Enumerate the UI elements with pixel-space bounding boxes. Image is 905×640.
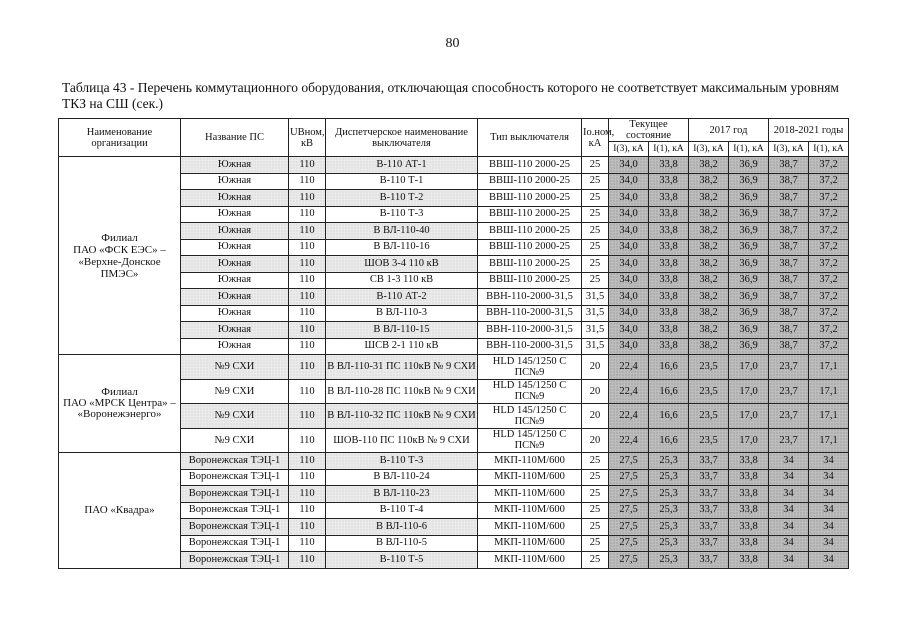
rated-current-cell: 20: [582, 428, 609, 453]
current-i1-cell: 16,6: [649, 428, 689, 453]
y2017-i1-cell: 36,9: [729, 305, 769, 322]
y2017-i3-cell: 23,5: [689, 428, 729, 453]
current-i1-cell: 33,8: [649, 289, 689, 306]
y2018-i3-cell: 38,7: [769, 289, 809, 306]
y2018-i1-cell: 37,2: [809, 190, 849, 207]
y2017-i3-cell: 38,2: [689, 173, 729, 190]
breaker-type-cell: МКП-110М/600: [478, 552, 582, 569]
voltage-cell: 110: [289, 453, 326, 470]
voltage-cell: 110: [289, 486, 326, 503]
y2018-i3-cell: 34: [769, 486, 809, 503]
voltage-cell: 110: [289, 223, 326, 240]
dispatch-name-cell: В-110 АТ-2: [326, 289, 478, 306]
y2017-i3-cell: 38,2: [689, 338, 729, 355]
header-i1: I(1), кА: [649, 142, 689, 157]
voltage-cell: 110: [289, 256, 326, 273]
ps-name-cell: Южная: [181, 338, 289, 355]
y2017-i3-cell: 33,7: [689, 453, 729, 470]
y2017-i3-cell: 23,5: [689, 404, 729, 429]
y2017-i1-cell: 36,9: [729, 272, 769, 289]
breaker-type-cell: МКП-110М/600: [478, 469, 582, 486]
voltage-cell: 110: [289, 272, 326, 289]
rated-current-cell: 25: [582, 469, 609, 486]
y2018-i3-cell: 34: [769, 453, 809, 470]
header-i1: I(1), кА: [729, 142, 769, 157]
y2017-i3-cell: 33,7: [689, 519, 729, 536]
rated-current-cell: 25: [582, 486, 609, 503]
table-body: [59, 157, 849, 569]
voltage-cell: 110: [289, 173, 326, 190]
page-number: 80: [445, 36, 460, 51]
breaker-type-cell: МКП-110М/600: [478, 453, 582, 470]
dispatch-name-cell: В ВЛ-110-32 ПС 110кВ № 9 СХИ: [326, 404, 478, 429]
breaker-type-cell: ВВШ-110 2000-25: [478, 239, 582, 256]
y2018-i3-cell: 23,7: [769, 428, 809, 453]
y2018-i3-cell: 34: [769, 469, 809, 486]
y2017-i1-cell: 36,9: [729, 173, 769, 190]
y2017-i1-cell: 36,9: [729, 338, 769, 355]
breaker-type-cell: ВВШ-110 2000-25: [478, 223, 582, 240]
current-i1-cell: 33,8: [649, 305, 689, 322]
rated-current-cell: 25: [582, 519, 609, 536]
y2017-i1-cell: 36,9: [729, 289, 769, 306]
dispatch-name-cell: В-110 Т-1: [326, 173, 478, 190]
current-i3-cell: 34,0: [609, 157, 649, 174]
ps-name-cell: Южная: [181, 289, 289, 306]
breaker-type-cell: ВВШ-110 2000-25: [478, 173, 582, 190]
y2018-i3-cell: 23,7: [769, 404, 809, 429]
rated-current-cell: 25: [582, 223, 609, 240]
header-i3: I(3), кА: [769, 142, 809, 157]
y2018-i1-cell: 37,2: [809, 223, 849, 240]
breaker-type-cell: ВВШ-110 2000-25: [478, 256, 582, 273]
y2017-i3-cell: 38,2: [689, 206, 729, 223]
breaker-type-cell: МКП-110М/600: [478, 486, 582, 503]
ps-name-cell: Воронежская ТЭЦ-1: [181, 519, 289, 536]
organization-line: ПМЭС»: [100, 267, 139, 280]
ps-name-cell: Южная: [181, 173, 289, 190]
y2017-i1-cell: 36,9: [729, 322, 769, 339]
ps-name-cell: Воронежская ТЭЦ-1: [181, 453, 289, 470]
header-2018-2021: 2018-2021 годы: [769, 119, 849, 142]
y2017-i3-cell: 38,2: [689, 157, 729, 174]
rated-current-cell: 25: [582, 190, 609, 207]
y2018-i3-cell: 38,7: [769, 322, 809, 339]
dispatch-name-cell: В ВЛ-110-5: [326, 535, 478, 552]
current-i1-cell: 25,3: [649, 519, 689, 536]
rated-current-cell: 20: [582, 404, 609, 429]
current-i1-cell: 33,8: [649, 239, 689, 256]
y2018-i1-cell: 17,1: [809, 355, 849, 380]
table-row: [59, 157, 849, 174]
ps-name-cell: Воронежская ТЭЦ-1: [181, 469, 289, 486]
dispatch-name-cell: В-110 Т-3: [326, 453, 478, 470]
header-org: Наименование организации: [59, 119, 181, 157]
breaker-type-cell: HLD 145/1250 С ПС№9: [478, 404, 582, 429]
current-i1-cell: 25,3: [649, 502, 689, 519]
y2018-i1-cell: 37,2: [809, 338, 849, 355]
rated-current-cell: 25: [582, 272, 609, 289]
rated-current-cell: 31,5: [582, 338, 609, 355]
y2017-i1-cell: 36,9: [729, 239, 769, 256]
table-row: [59, 355, 849, 380]
y2018-i3-cell: 38,7: [769, 223, 809, 240]
dispatch-name-cell: В ВЛ-110-6: [326, 519, 478, 536]
y2018-i3-cell: 38,7: [769, 173, 809, 190]
y2017-i3-cell: 38,2: [689, 256, 729, 273]
current-i1-cell: 16,6: [649, 355, 689, 380]
current-i3-cell: 22,4: [609, 379, 649, 404]
y2017-i1-cell: 36,9: [729, 157, 769, 174]
y2017-i3-cell: 38,2: [689, 322, 729, 339]
rated-current-cell: 25: [582, 173, 609, 190]
dispatch-name-cell: В-110 Т-4: [326, 502, 478, 519]
breaker-type-cell: ВВН-110-2000-31,5: [478, 338, 582, 355]
y2017-i1-cell: 33,8: [729, 469, 769, 486]
voltage-cell: 110: [289, 469, 326, 486]
current-i1-cell: 33,8: [649, 190, 689, 207]
voltage-cell: 110: [289, 535, 326, 552]
ps-name-cell: Воронежская ТЭЦ-1: [181, 535, 289, 552]
ps-name-cell: №9 СХИ: [181, 379, 289, 404]
rated-current-cell: 31,5: [582, 289, 609, 306]
rated-current-cell: 31,5: [582, 305, 609, 322]
dispatch-name-cell: ШОВ 3-4 110 кВ: [326, 256, 478, 273]
voltage-cell: 110: [289, 404, 326, 429]
breaker-type-cell: ВВН-110-2000-31,5: [478, 322, 582, 339]
voltage-cell: 110: [289, 355, 326, 380]
ps-name-cell: Южная: [181, 256, 289, 273]
table-row: [59, 453, 849, 470]
voltage-cell: 110: [289, 322, 326, 339]
breaker-type-cell: ВВШ-110 2000-25: [478, 206, 582, 223]
y2017-i1-cell: 33,8: [729, 519, 769, 536]
current-i3-cell: 34,0: [609, 322, 649, 339]
voltage-cell: 110: [289, 239, 326, 256]
rated-current-cell: 31,5: [582, 322, 609, 339]
current-i1-cell: 25,3: [649, 486, 689, 503]
dispatch-name-cell: ШОВ-110 ПС 110кВ № 9 СХИ: [326, 428, 478, 453]
y2017-i1-cell: 36,9: [729, 223, 769, 240]
breaker-type-cell: ВВН-110-2000-31,5: [478, 289, 582, 306]
ps-name-cell: №9 СХИ: [181, 428, 289, 453]
organization-line: ПАО «ФСК ЕЭС» –: [73, 243, 166, 256]
breaker-type-cell: ВВШ-110 2000-25: [478, 190, 582, 207]
current-i3-cell: 27,5: [609, 535, 649, 552]
y2018-i3-cell: 34: [769, 535, 809, 552]
current-i3-cell: 27,5: [609, 469, 649, 486]
y2017-i3-cell: 23,5: [689, 355, 729, 380]
ps-name-cell: Воронежская ТЭЦ-1: [181, 502, 289, 519]
dispatch-name-cell: В ВЛ-110-23: [326, 486, 478, 503]
organization-cell: [59, 355, 181, 453]
rated-current-cell: 20: [582, 379, 609, 404]
y2017-i3-cell: 38,2: [689, 289, 729, 306]
y2018-i1-cell: 37,2: [809, 239, 849, 256]
current-i3-cell: 27,5: [609, 486, 649, 503]
ps-name-cell: Воронежская ТЭЦ-1: [181, 486, 289, 503]
voltage-cell: 110: [289, 379, 326, 404]
current-i1-cell: 33,8: [649, 223, 689, 240]
rated-current-cell: 25: [582, 157, 609, 174]
dispatch-name-cell: В ВЛ-110-3: [326, 305, 478, 322]
breaker-type-cell: HLD 145/1250 С ПС№9: [478, 379, 582, 404]
y2018-i3-cell: 23,7: [769, 379, 809, 404]
y2018-i1-cell: 34: [809, 552, 849, 569]
dispatch-name-cell: В-110 Т-5: [326, 552, 478, 569]
ps-name-cell: №9 СХИ: [181, 404, 289, 429]
header-ps: Название ПС: [181, 119, 289, 157]
header-i3: I(3), кА: [689, 142, 729, 157]
dispatch-name-cell: ШСВ 2-1 110 кВ: [326, 338, 478, 355]
y2018-i1-cell: 34: [809, 453, 849, 470]
organization-line: «Верхне-Донское: [78, 255, 161, 268]
y2017-i3-cell: 33,7: [689, 552, 729, 569]
y2018-i1-cell: 37,2: [809, 206, 849, 223]
current-i3-cell: 34,0: [609, 206, 649, 223]
y2018-i3-cell: 23,7: [769, 355, 809, 380]
table-caption: Таблица 43 - Перечень коммутационного оборудования, отключающая способность которого не соответствует максимальным уровням ТКЗ на СШ (сек.): [62, 80, 839, 111]
breaker-type-cell: HLD 145/1250 С ПС№9: [478, 428, 582, 453]
current-i3-cell: 34,0: [609, 223, 649, 240]
current-i1-cell: 33,8: [649, 173, 689, 190]
rated-current-cell: 20: [582, 355, 609, 380]
current-i3-cell: 22,4: [609, 428, 649, 453]
voltage-cell: 110: [289, 157, 326, 174]
y2017-i1-cell: 33,8: [729, 486, 769, 503]
y2018-i3-cell: 38,7: [769, 338, 809, 355]
y2017-i3-cell: 33,7: [689, 486, 729, 503]
rated-current-cell: 25: [582, 502, 609, 519]
current-i1-cell: 16,6: [649, 379, 689, 404]
voltage-cell: 110: [289, 519, 326, 536]
current-i1-cell: 33,8: [649, 322, 689, 339]
y2017-i3-cell: 38,2: [689, 223, 729, 240]
current-i1-cell: 33,8: [649, 157, 689, 174]
breaker-type-cell: МКП-110М/600: [478, 535, 582, 552]
organization-cell: [59, 453, 181, 569]
breaker-type-cell: ВВН-110-2000-31,5: [478, 305, 582, 322]
organization-cell: [59, 157, 181, 355]
y2018-i1-cell: 37,2: [809, 289, 849, 306]
y2017-i3-cell: 33,7: [689, 502, 729, 519]
y2018-i3-cell: 34: [769, 552, 809, 569]
equipment-table: [58, 118, 849, 569]
rated-current-cell: 25: [582, 206, 609, 223]
y2018-i3-cell: 38,7: [769, 157, 809, 174]
current-i1-cell: 33,8: [649, 338, 689, 355]
header-2017: 2017 год: [689, 119, 769, 142]
ps-name-cell: №9 СХИ: [181, 355, 289, 380]
current-i3-cell: 34,0: [609, 173, 649, 190]
dispatch-name-cell: В ВЛ-110-16: [326, 239, 478, 256]
dispatch-name-cell: В-110 Т-3: [326, 206, 478, 223]
voltage-cell: 110: [289, 206, 326, 223]
voltage-cell: 110: [289, 190, 326, 207]
current-i3-cell: 22,4: [609, 404, 649, 429]
dispatch-name-cell: В ВЛ-110-24: [326, 469, 478, 486]
y2018-i1-cell: 37,2: [809, 173, 849, 190]
current-i3-cell: 27,5: [609, 502, 649, 519]
current-i3-cell: 34,0: [609, 338, 649, 355]
current-i1-cell: 25,3: [649, 535, 689, 552]
y2018-i1-cell: 34: [809, 469, 849, 486]
y2018-i1-cell: 37,2: [809, 157, 849, 174]
dispatch-name-cell: В ВЛ-110-28 ПС 110кВ № 9 СХИ: [326, 379, 478, 404]
current-i3-cell: 22,4: [609, 355, 649, 380]
dispatch-name-cell: В ВЛ-110-15: [326, 322, 478, 339]
voltage-cell: 110: [289, 305, 326, 322]
current-i3-cell: 34,0: [609, 289, 649, 306]
rated-current-cell: 25: [582, 239, 609, 256]
voltage-cell: 110: [289, 289, 326, 306]
y2017-i1-cell: 33,8: [729, 552, 769, 569]
dispatch-name-cell: В-110 АТ-1: [326, 157, 478, 174]
y2017-i1-cell: 17,0: [729, 355, 769, 380]
y2018-i3-cell: 38,7: [769, 206, 809, 223]
ps-name-cell: Южная: [181, 272, 289, 289]
current-i1-cell: 33,8: [649, 206, 689, 223]
y2018-i3-cell: 38,7: [769, 256, 809, 273]
y2018-i1-cell: 37,2: [809, 272, 849, 289]
current-i1-cell: 33,8: [649, 272, 689, 289]
y2017-i1-cell: 36,9: [729, 190, 769, 207]
current-i1-cell: 16,6: [649, 404, 689, 429]
y2018-i1-cell: 17,1: [809, 379, 849, 404]
y2018-i3-cell: 38,7: [769, 272, 809, 289]
y2017-i1-cell: 36,9: [729, 206, 769, 223]
current-i3-cell: 27,5: [609, 453, 649, 470]
y2018-i1-cell: 34: [809, 535, 849, 552]
voltage-cell: 110: [289, 502, 326, 519]
header-dispatch: Диспетчерское наименование выключателя: [326, 119, 478, 157]
y2018-i3-cell: 38,7: [769, 239, 809, 256]
breaker-type-cell: ВВШ-110 2000-25: [478, 157, 582, 174]
y2018-i1-cell: 37,2: [809, 322, 849, 339]
breaker-type-cell: МКП-110М/600: [478, 519, 582, 536]
breaker-type-cell: ВВШ-110 2000-25: [478, 272, 582, 289]
table-header: [59, 119, 849, 157]
y2017-i3-cell: 38,2: [689, 239, 729, 256]
header-inom: Iо.ном, кА: [582, 119, 609, 157]
current-i3-cell: 27,5: [609, 519, 649, 536]
voltage-cell: 110: [289, 552, 326, 569]
y2017-i1-cell: 36,9: [729, 256, 769, 273]
header-current-state: Текущее состояние: [609, 119, 689, 142]
current-i3-cell: 34,0: [609, 256, 649, 273]
rated-current-cell: 25: [582, 552, 609, 569]
ps-name-cell: Южная: [181, 206, 289, 223]
y2017-i1-cell: 17,0: [729, 404, 769, 429]
dispatch-name-cell: В ВЛ-110-40: [326, 223, 478, 240]
y2017-i3-cell: 23,5: [689, 379, 729, 404]
y2018-i1-cell: 17,1: [809, 404, 849, 429]
current-i3-cell: 34,0: [609, 305, 649, 322]
y2018-i3-cell: 34: [769, 502, 809, 519]
current-i3-cell: 34,0: [609, 190, 649, 207]
current-i3-cell: 27,5: [609, 552, 649, 569]
ps-name-cell: Воронежская ТЭЦ-1: [181, 552, 289, 569]
y2018-i1-cell: 34: [809, 502, 849, 519]
organization-line: ПАО «Квадра»: [84, 504, 155, 517]
breaker-type-cell: HLD 145/1250 С ПС№9: [478, 355, 582, 380]
y2018-i1-cell: 37,2: [809, 256, 849, 273]
current-i1-cell: 25,3: [649, 469, 689, 486]
current-i1-cell: 33,8: [649, 256, 689, 273]
y2018-i3-cell: 34: [769, 519, 809, 536]
ps-name-cell: Южная: [181, 157, 289, 174]
ps-name-cell: Южная: [181, 190, 289, 207]
dispatch-name-cell: В ВЛ-110-31 ПС 110кВ № 9 СХИ: [326, 355, 478, 380]
dispatch-name-cell: В-110 Т-2: [326, 190, 478, 207]
current-i3-cell: 34,0: [609, 239, 649, 256]
breaker-type-cell: МКП-110М/600: [478, 502, 582, 519]
y2018-i1-cell: 34: [809, 486, 849, 503]
header-unom: UВном, кВ: [289, 119, 326, 157]
y2017-i3-cell: 33,7: [689, 469, 729, 486]
y2017-i1-cell: 17,0: [729, 379, 769, 404]
y2017-i3-cell: 38,2: [689, 190, 729, 207]
organization-line: ПАО «МРСК Центра» –: [63, 397, 176, 409]
ps-name-cell: Южная: [181, 223, 289, 240]
organization-line: «Воронежэнерго»: [77, 408, 162, 420]
y2018-i1-cell: 34: [809, 519, 849, 536]
rated-current-cell: 25: [582, 535, 609, 552]
ps-name-cell: Южная: [181, 305, 289, 322]
y2018-i3-cell: 38,7: [769, 305, 809, 322]
organization-line: Филиал: [101, 386, 138, 398]
header-i3: I(3), кА: [609, 142, 649, 157]
y2017-i3-cell: 33,7: [689, 535, 729, 552]
header-i1: I(1), кА: [809, 142, 849, 157]
current-i3-cell: 34,0: [609, 272, 649, 289]
y2018-i3-cell: 38,7: [769, 190, 809, 207]
y2017-i1-cell: 17,0: [729, 428, 769, 453]
voltage-cell: 110: [289, 428, 326, 453]
y2017-i3-cell: 38,2: [689, 305, 729, 322]
y2017-i1-cell: 33,8: [729, 453, 769, 470]
rated-current-cell: 25: [582, 453, 609, 470]
ps-name-cell: Южная: [181, 322, 289, 339]
current-i1-cell: 25,3: [649, 552, 689, 569]
y2017-i3-cell: 38,2: [689, 272, 729, 289]
dispatch-name-cell: СВ 1-3 110 кВ: [326, 272, 478, 289]
current-i1-cell: 25,3: [649, 453, 689, 470]
y2018-i1-cell: 37,2: [809, 305, 849, 322]
y2017-i1-cell: 33,8: [729, 502, 769, 519]
y2017-i1-cell: 33,8: [729, 535, 769, 552]
y2018-i1-cell: 17,1: [809, 428, 849, 453]
ps-name-cell: Южная: [181, 239, 289, 256]
header-type: Тип выключателя: [478, 119, 582, 157]
voltage-cell: 110: [289, 338, 326, 355]
rated-current-cell: 25: [582, 256, 609, 273]
organization-line: Филиал: [101, 231, 138, 244]
